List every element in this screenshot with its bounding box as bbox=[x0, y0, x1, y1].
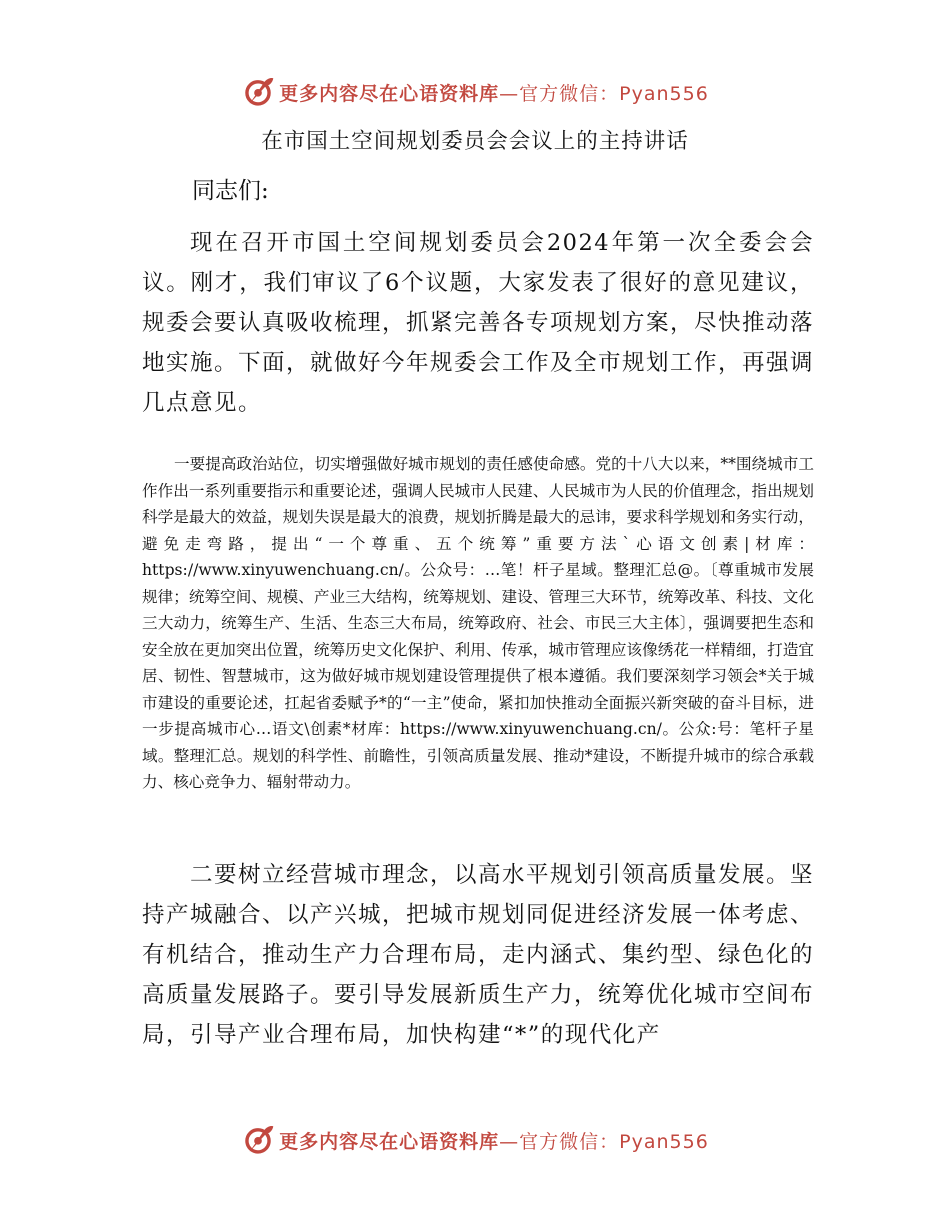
paragraph-point-two: 二要树立经营城市理念，以高水平规划引领高质量发展。坚持产城融合、以产兴城，把城市规划同促进经济发展一体考虑、有机结合，推动生产力合理布局，走内涵式、集约型、绿色化的高质量发展路子。要引导发展新质生产力，统筹优化城市空间布局，引导产业合理布局，加快构建“*”的现代化产 bbox=[142, 862, 815, 1048]
paragraph-opening: 现在召开市国土空间规划委员会2024年第一次全委会会议。刚才，我们审议了6个议题，大家发表了很好的意见建议，规委会要认真吸收梳理，抓紧完善各专项规划方案，尽快推动落地实施。下面，就做好今年规委会工作及全市规划工作，再强调几点意见。 bbox=[142, 230, 815, 416]
banner-text bbox=[279, 79, 709, 106]
header-banner bbox=[0, 70, 950, 114]
banner-text bbox=[279, 1127, 709, 1154]
banner-separator: — bbox=[499, 82, 520, 105]
quill-logo-icon bbox=[241, 75, 275, 109]
document-title: 在市国土空间规划委员会会议上的主持讲话 bbox=[261, 129, 689, 154]
banner-main-text: 更多内容尽在心语资料库 bbox=[279, 1130, 500, 1153]
footer-banner bbox=[0, 1118, 950, 1162]
banner-main-text: 更多内容尽在心语资料库 bbox=[279, 82, 500, 105]
banner-separator: — bbox=[499, 1130, 520, 1153]
banner-wechat-text: 官方微信：Pyan556 bbox=[519, 82, 709, 105]
banner-wechat-text: 官方微信：Pyan556 bbox=[519, 1130, 709, 1153]
paragraph-point-one: 一要提高政治站位，切实增强做好城市规划的责任感使命感。党的十八大以来，**围绕城市工作作出一系列重要指示和重要论述，强调人民城市人民建、人民城市为人民的价值理念，指出规划科学是最大的效益，规划失误是最大的浪费，规划折腾是最大的忌讳，要求科学规划和务实行动，避免走弯路，提出“一个尊重、五个统筹”重要方法`心语文创素|材库：https://www.xinyuwenchuang.cn/。公众号：…笔！杆子星域。整理汇总@。〔尊重城市发展规律；统筹空间、规模、产业三大结构，统筹规划、建设、管理三大环节，统筹改革、科技、文化三大动力，统筹生产、生活、生态三大布局，统筹政府、社会、市民三大主体〕，强调要把生态和安全放在更加突出位置，统筹历史文化保护、利用、传承，城市管理应该像绣花一样精细，打造宜居、韧性、智慧城市，这为做好城市规划建设管理提供了根本遵循。我们要深刻学习领会*关于城市建设的重要论述，扛起省委赋予*的“一主”使命，紧扣加快推动全面振兴新突破的奋斗目标，进一步提高城市心…语文\创素*材库：https://www.xinyuwenchuang.cn/。公众:号：笔杆子星域。整理汇总。规划的科学性、前瞻性，引领高质量发展、推动*建设，不断提升城市的综合承载力、核心竞争力、辐射带动力。 bbox=[142, 455, 814, 791]
quill-logo-icon bbox=[241, 1123, 275, 1157]
salutation: 同志们: bbox=[192, 178, 269, 204]
